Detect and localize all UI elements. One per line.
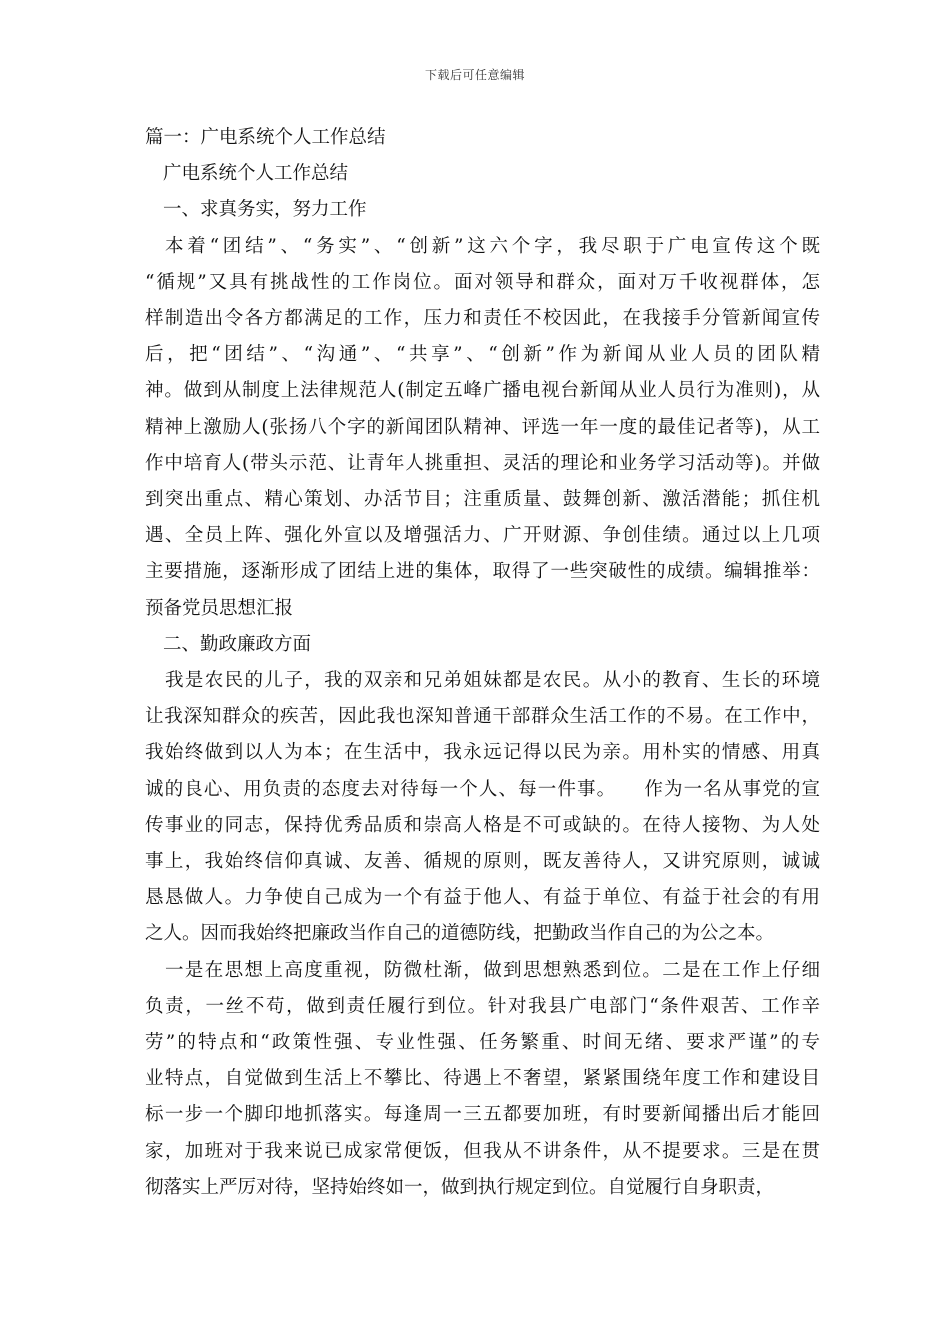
section3-paragraph: [145, 953, 820, 1206]
document-body: [145, 120, 820, 1206]
paragraph-line: 彻落实上严厉对待，坚持始终如一，做到执行规定到位。自觉履行自身职责，: [145, 1176, 775, 1198]
paragraph-line: “循规”又具有挑战性的工作岗位。面对领导和群众，面对万千收视群体，怎: [145, 271, 820, 293]
paragraph-line: 样制造出令各方都满足的工作，压力和责任不校因此，在我接手分管新闻宣传: [145, 308, 820, 330]
paragraph-line: 标一步一个脚印地抓落实。每逢周一三五都要加班，有时要新闻播出后才能回: [145, 1104, 820, 1126]
paragraph-line: 事上，我始终信仰真诚、友善、循规的原则，既友善待人，又讲究原则，诚诚: [145, 851, 820, 873]
paragraph-line: 我是农民的儿子，我的双亲和兄弟姐妹都是农民。从小的教育、生长的环境: [165, 670, 820, 692]
paragraph-line: 劳”的特点和“政策性强、专业性强、任务繁重、时间无绪、要求严谨”的专: [145, 1032, 820, 1054]
paragraph-line: 遇、全员上阵、强化外宣以及增强活力、广开财源、争创佳绩。通过以上几项: [145, 525, 820, 547]
paragraph-line: 负责，一丝不苟，做到责任履行到位。针对我县广电部门“条件艰苦、工作辛: [145, 995, 820, 1017]
paragraph-line: 之人。因而我始终把廉政当作自己的道德防线，把勤政当作自己的为公之本。: [145, 923, 775, 945]
paragraph-line: 让我深知群众的疾苦，因此我也深知普通干部群众生活工作的不易。在工作中，: [145, 706, 820, 728]
document-title: 篇一：广电系统个人工作总结: [145, 127, 386, 148]
header-note: 下载后可任意编辑: [424, 68, 525, 82]
paragraph-line: 恳恳做人。力争使自己成为一个有益于他人、有益于单位、有益于社会的有用: [145, 887, 820, 909]
paragraph-line: 业特点，自觉做到生活上不攀比、待遇上不奢望，紧紧围绕年度工作和建设目: [145, 1068, 820, 1090]
paragraph-line: 精神上激励人(张扬八个字的新闻团队精神、评选一年一度的最佳记者等)，从工: [145, 416, 820, 438]
paragraph-line: 家，加班对于我来说已成家常便饭，但我从不讲条件，从不提要求。三是在贯: [145, 1140, 820, 1162]
paragraph-line: 神。做到从制度上法律规范人(制定五峰广播电视台新闻从业人员行为准则)，从: [145, 380, 820, 402]
paragraph-line: 到突出重点、精心策划、办活节目；注重质量、鼓舞创新、激活潜能；抓住机: [145, 489, 820, 511]
paragraph-line: 一是在思想上高度重视，防微杜渐，做到思想熟悉到位。二是在工作上仔细: [165, 959, 820, 981]
document-subtitle: 广电系统个人工作总结: [163, 163, 349, 185]
paragraph-line: 主要措施，逐渐形成了团结上进的集体，取得了一些突破性的成绩。编辑推举：: [145, 561, 820, 583]
paragraph-line: 诚的良心、用负责的态度去对待每一个人、每一件事。 作为一名从事党的宣: [145, 778, 820, 800]
paragraph-line: 我始终做到以人为本；在生活中，我永远记得以民为亲。用朴实的情感、用真: [145, 742, 820, 764]
paragraph-line: 传事业的同志，保持优秀品质和崇高人格是不可或缺的。在待人接物、为人处: [145, 814, 820, 836]
section2-heading: 二、勤政廉政方面: [163, 633, 312, 655]
section2-paragraph: [145, 663, 820, 953]
paragraph-line: 本着“团结”、“务实”、“创新”这六个字，我尽职于广电宣传这个既: [165, 235, 820, 257]
section1-heading: 一、求真务实，努力工作: [163, 199, 367, 221]
paragraph-line: 后，把“团结”、“沟通”、“共享”、“创新”作为新闻从业人员的团队精: [145, 344, 820, 366]
paragraph-line: 作中培育人(带头示范、让青年人挑重担、灵活的理论和业务学习活动等)。并做: [145, 452, 820, 474]
paragraph-line: 预备党员思想汇报: [145, 597, 294, 619]
section1-paragraph: [145, 229, 820, 627]
